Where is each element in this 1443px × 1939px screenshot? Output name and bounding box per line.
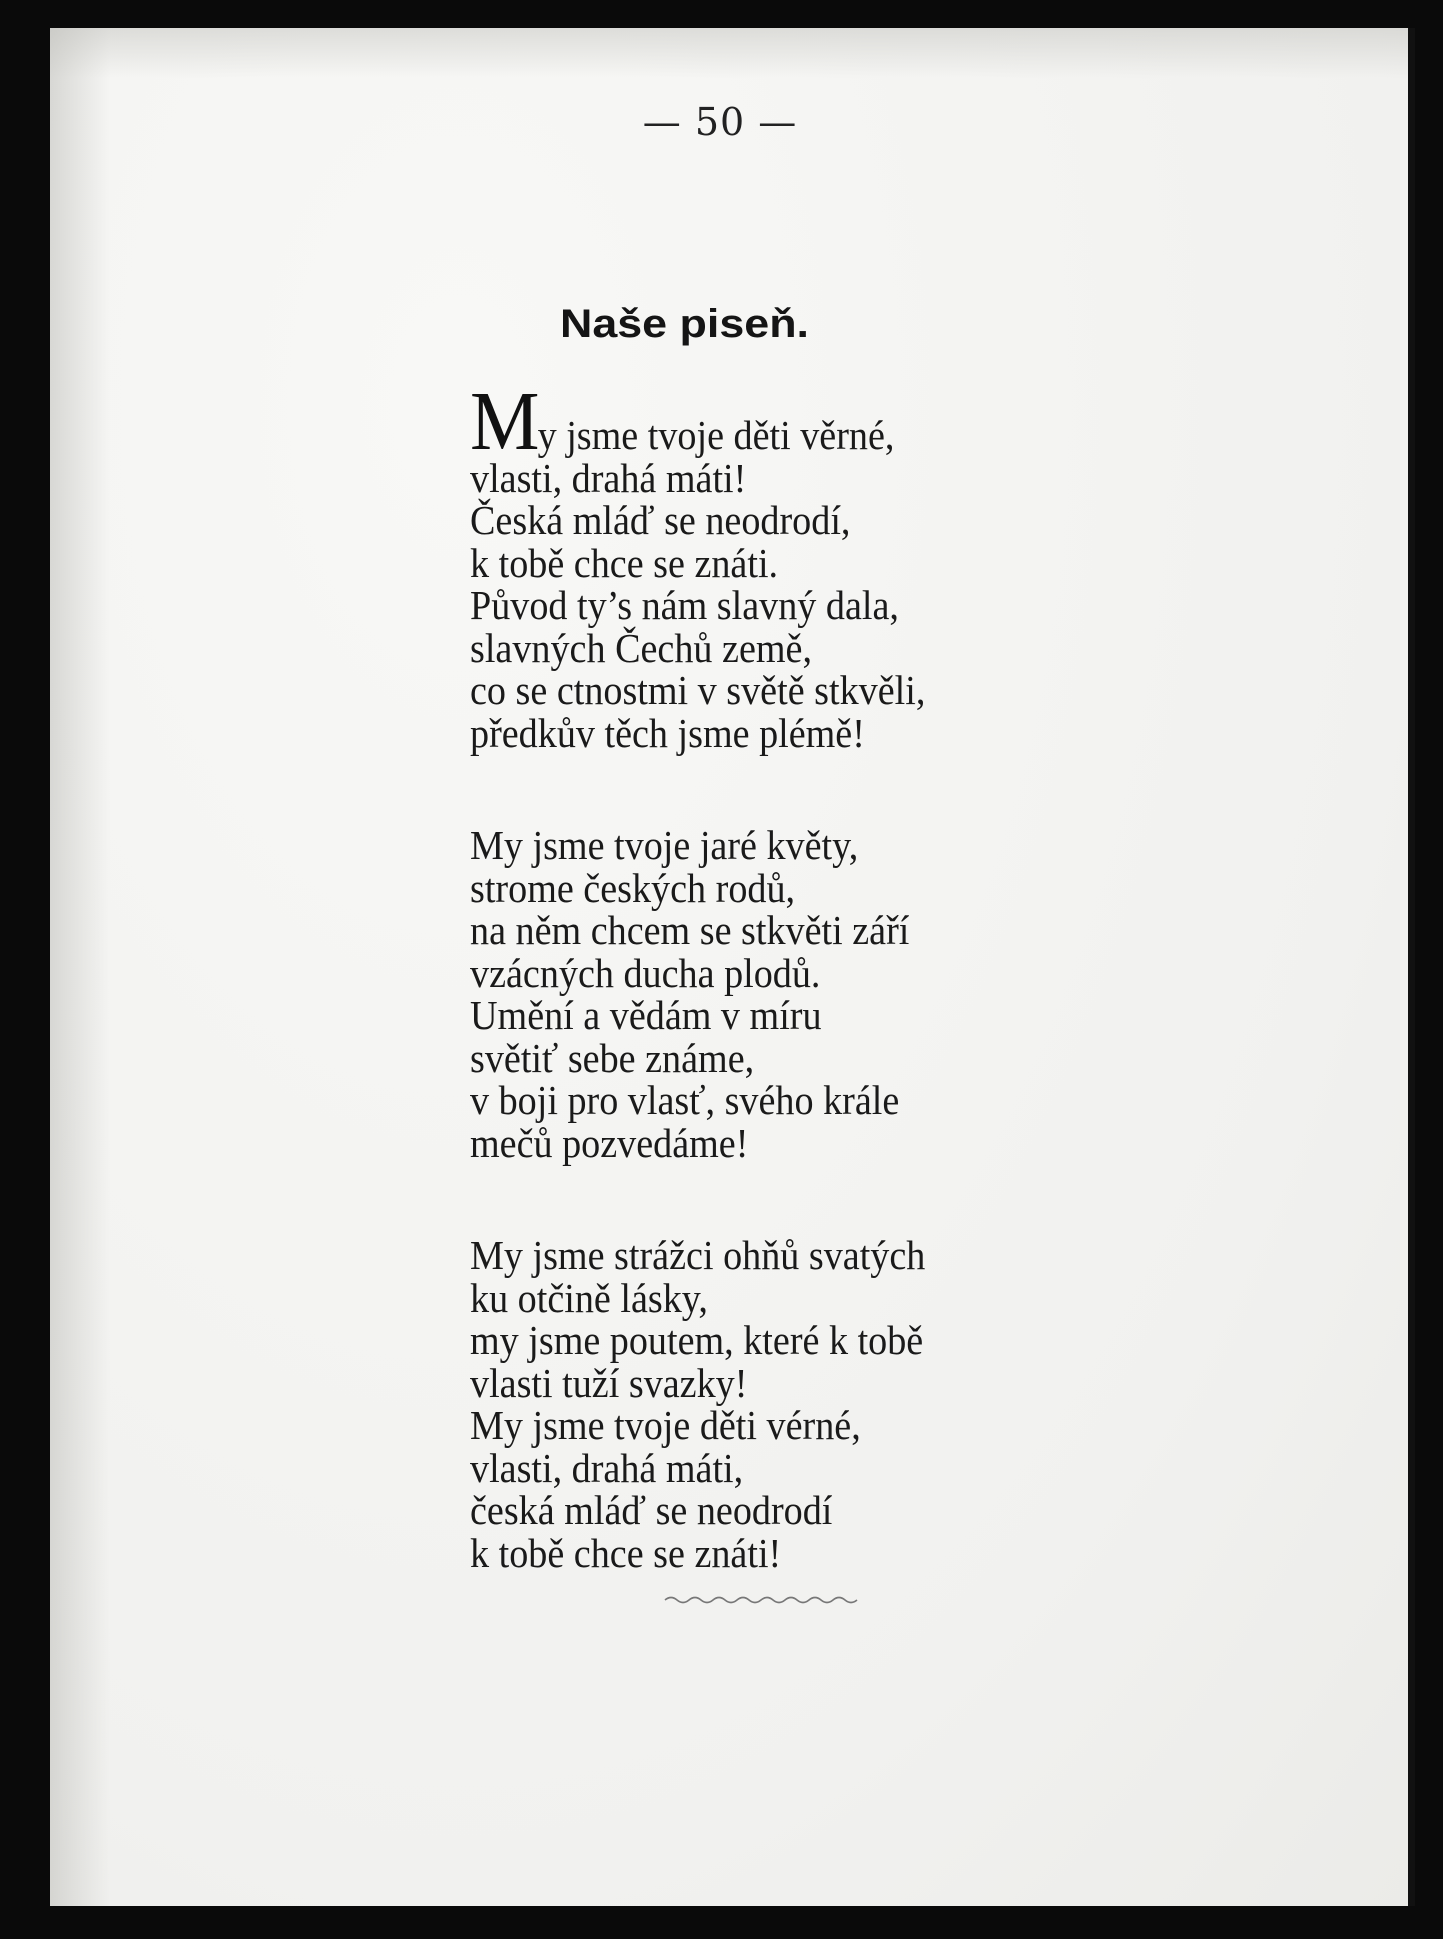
stanza-2 <box>470 824 1028 1164</box>
stanza-3 <box>470 1234 1028 1574</box>
poem-line: předkův těch jsme plémě! <box>470 709 865 756</box>
drop-cap: M <box>470 375 538 468</box>
end-ornament <box>663 1594 863 1606</box>
poem-line: vzácných ducha plodů. <box>470 949 821 996</box>
poem-line: strome českých rodů, <box>470 864 796 911</box>
poem-line: česká mláď se neodrodí <box>470 1487 833 1533</box>
poem-line: mečů pozvedáme! <box>470 1119 749 1166</box>
poem-first-line <box>470 375 1028 468</box>
poem-line: v boji pro vlasť, svého krále <box>470 1077 900 1123</box>
poem-line: k tobě chce se znáti. <box>470 539 779 586</box>
poem-line: vlasti, drahá máti, <box>470 1444 744 1491</box>
poem-line: světiť sebe známe, <box>470 1034 755 1081</box>
poem-line: My jsme tvoje děti vérné, <box>470 1402 861 1448</box>
page-number: — 50 — <box>642 100 798 144</box>
poem-title: Naše piseň. <box>560 302 810 346</box>
poem-line: ku otčině lásky, <box>470 1274 708 1321</box>
poem-line: My jsme strážci ohňů svatých <box>470 1232 926 1278</box>
poem-line: k tobě chce se znáti! <box>470 1529 782 1576</box>
poem-line: na něm chcem se stkvěti září <box>470 907 910 953</box>
poem-body <box>470 372 1028 1644</box>
poem-line: vlasti tuží svazky! <box>470 1359 748 1406</box>
poem-line: Původ ty’s nám slavný dala, <box>470 582 899 628</box>
poem-line: Česká mláď se neodrodí, <box>470 497 851 543</box>
page-top-shadow <box>50 28 1415 78</box>
poem-line: vlasti, drahá máti! <box>470 454 747 501</box>
poem-line: Umění a vědám v míru <box>470 992 822 1038</box>
page-binding-edge <box>1408 28 1415 1906</box>
poem-line: co se ctnostmi v světě stkvěli, <box>470 667 926 713</box>
page-edge-shadow <box>50 28 110 1906</box>
stanza-1 <box>470 375 1028 756</box>
poem-line: My jsme tvoje jaré květy, <box>470 822 859 868</box>
poem-line: slavných Čechů země, <box>470 624 812 671</box>
poem-line: y jsme tvoje děti věrné, <box>537 412 895 458</box>
poem-line: my jsme poutem, které k tobě <box>470 1317 924 1363</box>
